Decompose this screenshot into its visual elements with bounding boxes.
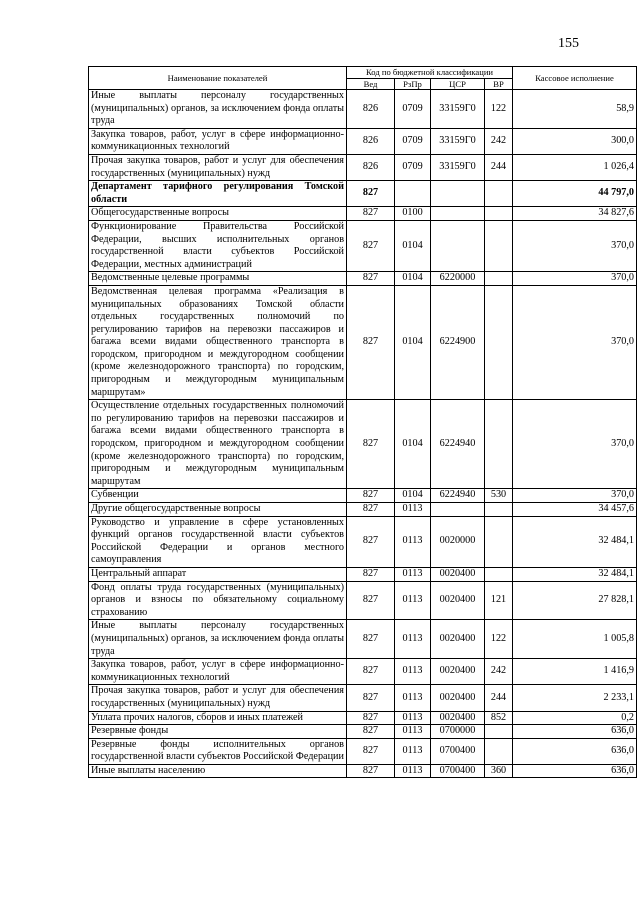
row-amount: 0,2 <box>513 711 637 725</box>
row-vr <box>485 725 513 739</box>
table-row <box>89 154 637 180</box>
row-csr: 0020400 <box>431 567 485 581</box>
row-amount: 58,9 <box>513 90 637 129</box>
row-rzpr: 0709 <box>395 154 431 180</box>
row-vr: 360 <box>485 764 513 778</box>
row-ved: 827 <box>347 207 395 221</box>
row-csr: 6220000 <box>431 272 485 286</box>
table-row <box>89 567 637 581</box>
table-row <box>89 181 637 207</box>
row-amount: 636,0 <box>513 738 637 764</box>
header-amount: Кассовое исполнение <box>513 67 637 90</box>
row-name: Резервные фонды исполнительных органов государственной власти субъектов Российской Федерации <box>89 738 347 764</box>
row-csr: 0020400 <box>431 711 485 725</box>
row-vr: 121 <box>485 581 513 620</box>
row-amount: 636,0 <box>513 725 637 739</box>
row-ved: 827 <box>347 220 395 271</box>
row-name: Иные выплаты персоналу государственных (муниципальных) органов, за исключением фонда оплаты труда <box>89 620 347 659</box>
row-ved: 827 <box>347 272 395 286</box>
row-ved: 827 <box>347 620 395 659</box>
row-name: Прочая закупка товаров, работ и услуг для обеспечения государственных (муниципальных) нужд <box>89 154 347 180</box>
row-rzpr: 0113 <box>395 725 431 739</box>
table-row <box>89 128 637 154</box>
row-csr: 33159Г0 <box>431 90 485 129</box>
row-amount: 44 797,0 <box>513 181 637 207</box>
row-amount: 1 416,9 <box>513 659 637 685</box>
table-row <box>89 725 637 739</box>
row-rzpr: 0113 <box>395 516 431 567</box>
row-amount: 1 026,4 <box>513 154 637 180</box>
row-name: Резервные фонды <box>89 725 347 739</box>
row-name: Общегосударственные вопросы <box>89 207 347 221</box>
row-vr: 530 <box>485 489 513 503</box>
row-ved: 827 <box>347 659 395 685</box>
row-rzpr: 0113 <box>395 581 431 620</box>
row-name: Ведомственная целевая программа «Реализация в муниципальных образованиях Томской области отдельных государственных полномочий по регулированию тарифов на перевозки пассажиров и багажа всеми видами общественного транспорта в городском, пригородном и междугородном сообщении (кроме железнодорожного транспорта) по городским, пригородным и междугородным муниципальным маршрутам» <box>89 285 347 399</box>
row-name: Фонд оплаты труда государственных (муниципальных) органов и взносы по обязательному социальному страхованию <box>89 581 347 620</box>
row-rzpr: 0113 <box>395 620 431 659</box>
row-rzpr: 0709 <box>395 90 431 129</box>
row-vr <box>485 272 513 286</box>
table-row <box>89 711 637 725</box>
row-vr: 244 <box>485 154 513 180</box>
table-row <box>89 400 637 489</box>
row-vr <box>485 503 513 517</box>
row-amount: 32 484,1 <box>513 567 637 581</box>
row-csr: 33159Г0 <box>431 154 485 180</box>
row-ved: 827 <box>347 725 395 739</box>
row-vr: 852 <box>485 711 513 725</box>
row-amount: 300,0 <box>513 128 637 154</box>
row-csr: 0700000 <box>431 725 485 739</box>
header-code-group: Код по бюджетной классификации <box>347 67 513 79</box>
row-csr: 0700400 <box>431 738 485 764</box>
row-vr <box>485 207 513 221</box>
table-row <box>89 207 637 221</box>
row-csr: 0020400 <box>431 685 485 711</box>
row-rzpr: 0113 <box>395 764 431 778</box>
row-vr: 242 <box>485 659 513 685</box>
header-csr: ЦСР <box>431 78 485 90</box>
table-row <box>89 659 637 685</box>
row-ved: 827 <box>347 764 395 778</box>
header-name: Наименование показателей <box>89 67 347 90</box>
row-ved: 827 <box>347 738 395 764</box>
row-amount: 370,0 <box>513 272 637 286</box>
row-vr <box>485 738 513 764</box>
row-ved: 827 <box>347 711 395 725</box>
row-name: Руководство и управление в сфере установленных функций органов государственной власти субъектов Российской Федерации и органов местного самоуправления <box>89 516 347 567</box>
row-vr: 242 <box>485 128 513 154</box>
row-rzpr: 0113 <box>395 567 431 581</box>
row-amount: 27 828,1 <box>513 581 637 620</box>
row-csr: 0700400 <box>431 764 485 778</box>
row-csr: 0020400 <box>431 581 485 620</box>
budget-execution-table <box>88 66 637 778</box>
row-amount: 370,0 <box>513 220 637 271</box>
row-rzpr: 0104 <box>395 489 431 503</box>
table-row <box>89 503 637 517</box>
row-ved: 827 <box>347 400 395 489</box>
row-rzpr: 0104 <box>395 272 431 286</box>
row-csr <box>431 220 485 271</box>
row-csr <box>431 503 485 517</box>
row-ved: 827 <box>347 581 395 620</box>
row-amount: 370,0 <box>513 400 637 489</box>
row-name: Центральный аппарат <box>89 567 347 581</box>
row-amount: 2 233,1 <box>513 685 637 711</box>
row-amount: 32 484,1 <box>513 516 637 567</box>
row-amount: 370,0 <box>513 285 637 399</box>
row-ved: 826 <box>347 128 395 154</box>
page-number: 155 <box>558 36 579 51</box>
row-name: Осуществление отдельных государственных полномочий по регулированию тарифов на перевозки пассажиров и багажа всеми видами общественного транспорта в городском, пригородном и междугородном сообщении (кроме железнодорожного транспорта) по городским, пригородным и междугородным муниципальным маршрутам <box>89 400 347 489</box>
table-row <box>89 272 637 286</box>
row-amount: 636,0 <box>513 764 637 778</box>
row-amount: 1 005,8 <box>513 620 637 659</box>
row-rzpr: 0113 <box>395 711 431 725</box>
row-rzpr: 0104 <box>395 220 431 271</box>
row-ved: 827 <box>347 685 395 711</box>
row-vr <box>485 400 513 489</box>
row-name: Уплата прочих налогов, сборов и иных платежей <box>89 711 347 725</box>
row-csr <box>431 181 485 207</box>
row-name: Ведомственные целевые программы <box>89 272 347 286</box>
row-name: Субвенции <box>89 489 347 503</box>
row-rzpr: 0100 <box>395 207 431 221</box>
table-row <box>89 489 637 503</box>
header-vr: ВР <box>485 78 513 90</box>
row-vr: 122 <box>485 90 513 129</box>
row-rzpr: 0104 <box>395 285 431 399</box>
row-vr: 244 <box>485 685 513 711</box>
row-amount: 370,0 <box>513 489 637 503</box>
row-csr: 33159Г0 <box>431 128 485 154</box>
table-row <box>89 516 637 567</box>
row-name: Другие общегосударственные вопросы <box>89 503 347 517</box>
row-ved: 827 <box>347 181 395 207</box>
row-csr: 0020000 <box>431 516 485 567</box>
row-csr: 6224900 <box>431 285 485 399</box>
row-vr <box>485 516 513 567</box>
row-csr: 6224940 <box>431 489 485 503</box>
row-csr <box>431 207 485 221</box>
header-ved: Вед <box>347 78 395 90</box>
row-rzpr <box>395 181 431 207</box>
row-ved: 826 <box>347 154 395 180</box>
row-rzpr: 0104 <box>395 400 431 489</box>
row-csr: 6224940 <box>431 400 485 489</box>
row-csr: 0020400 <box>431 659 485 685</box>
table-row <box>89 685 637 711</box>
table-row <box>89 738 637 764</box>
row-name: Закупка товаров, работ, услуг в сфере информационно-коммуникационных технологий <box>89 659 347 685</box>
row-rzpr: 0113 <box>395 659 431 685</box>
row-name: Прочая закупка товаров, работ и услуг для обеспечения государственных (муниципальных) нужд <box>89 685 347 711</box>
table-row <box>89 90 637 129</box>
table-row <box>89 764 637 778</box>
row-vr <box>485 220 513 271</box>
table-row <box>89 285 637 399</box>
row-rzpr: 0113 <box>395 685 431 711</box>
row-rzpr: 0709 <box>395 128 431 154</box>
row-rzpr: 0113 <box>395 503 431 517</box>
row-name: Иные выплаты населению <box>89 764 347 778</box>
table-row <box>89 220 637 271</box>
table-row <box>89 620 637 659</box>
row-ved: 827 <box>347 516 395 567</box>
row-ved: 827 <box>347 489 395 503</box>
row-name: Иные выплаты персоналу государственных (муниципальных) органов, за исключением фонда оплаты труда <box>89 90 347 129</box>
row-name: Закупка товаров, работ, услуг в сфере информационно-коммуникационных технологий <box>89 128 347 154</box>
row-vr: 122 <box>485 620 513 659</box>
row-amount: 34 457,6 <box>513 503 637 517</box>
row-name: Функционирование Правительства Российской Федерации, высших исполнительных органов государственной власти субъектов Российской Федерации, местных администраций <box>89 220 347 271</box>
row-ved: 827 <box>347 285 395 399</box>
row-ved: 827 <box>347 567 395 581</box>
row-vr <box>485 181 513 207</box>
table-row <box>89 581 637 620</box>
row-name: Департамент тарифного регулирования Томской области <box>89 181 347 207</box>
row-csr: 0020400 <box>431 620 485 659</box>
row-rzpr: 0113 <box>395 738 431 764</box>
header-rzpr: РзПр <box>395 78 431 90</box>
row-amount: 34 827,6 <box>513 207 637 221</box>
row-ved: 827 <box>347 503 395 517</box>
row-vr <box>485 567 513 581</box>
row-vr <box>485 285 513 399</box>
row-ved: 826 <box>347 90 395 129</box>
